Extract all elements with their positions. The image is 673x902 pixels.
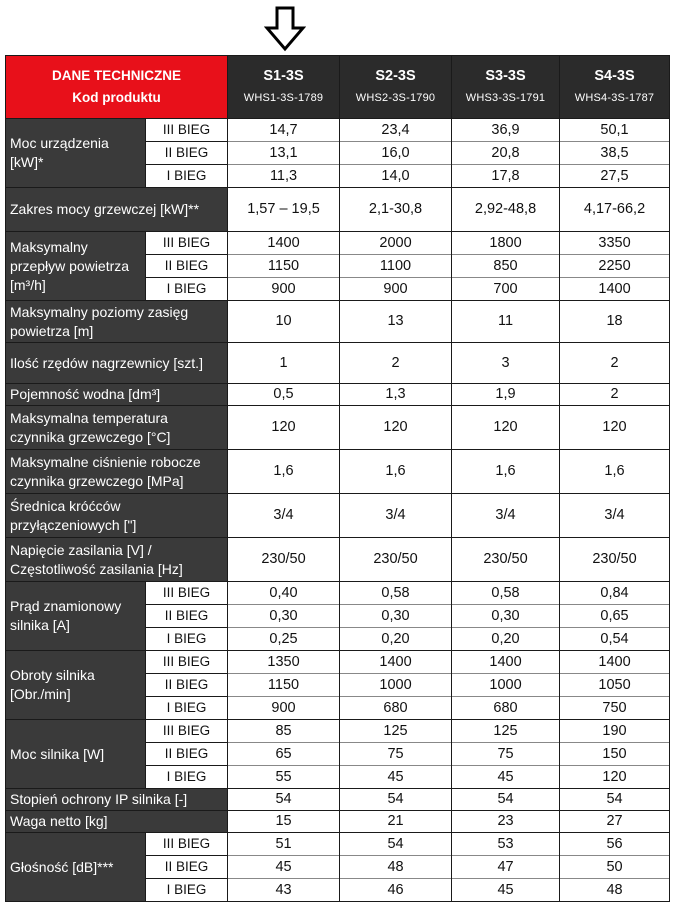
value-cell: 230/50 <box>340 538 452 582</box>
gear-label: I BIEG <box>166 769 207 784</box>
value-cell: 2,1-30,8 <box>340 188 452 232</box>
value-cell <box>228 720 340 789</box>
table-row <box>6 406 670 450</box>
value-cell: 3/4 <box>560 494 670 538</box>
value-cell: 13 <box>340 301 452 343</box>
model-name: S3-3S <box>485 68 526 84</box>
row-label: Maksymalny przepływ powietrza [m³/h] <box>6 232 146 301</box>
value-cell: 1,57 – 19,5 <box>228 188 340 232</box>
model-name: S1-3S <box>263 68 304 84</box>
gear-value: 1400 <box>379 654 412 670</box>
gear-value: 1800 <box>489 235 522 251</box>
row-label: Zakres mocy grzewczej [kW]** <box>6 188 228 232</box>
gear-label: I BIEG <box>166 281 207 296</box>
model-name: S2-3S <box>375 68 416 84</box>
header-title: DANE TECHNICZNE <box>52 68 182 83</box>
gear-value: 13,1 <box>228 141 339 165</box>
value-cell <box>560 833 670 902</box>
row-label: Maksymalne ciśnienie robocze czynnika grzewczego [MPa] <box>6 450 228 494</box>
value-cell: 2,92-48,8 <box>452 188 560 232</box>
gear-value: 14,0 <box>381 168 410 184</box>
table-row <box>6 494 670 538</box>
row-label: Maksymalny poziomy zasięg powietrza [m] <box>6 301 228 343</box>
row-label: Napięcie zasilania [V] / Częstotliwość zasilania [Hz] <box>6 538 228 582</box>
value-cell: 21 <box>340 811 452 833</box>
value-cell: 11 <box>452 301 560 343</box>
value-cell: 1,6 <box>228 450 340 494</box>
gear-value: 2000 <box>379 235 412 251</box>
value-cell <box>560 232 670 301</box>
value-cell: 54 <box>340 789 452 811</box>
gear-value: 0,20 <box>491 631 520 647</box>
model-code: WHS2-3S-1790 <box>355 92 436 104</box>
gear-label: II BIEG <box>146 855 227 879</box>
value-cell: 2 <box>560 384 670 406</box>
gear-value: 14,7 <box>269 122 298 138</box>
gear-value: 45 <box>497 882 514 898</box>
value-cell: 120 <box>560 406 670 450</box>
gear-value: 20,8 <box>452 141 559 165</box>
value-cell: 23 <box>452 811 560 833</box>
gear-value: 11,3 <box>269 168 298 184</box>
gear-value: 1400 <box>598 654 631 670</box>
gear-value: 16,0 <box>340 141 451 165</box>
gear-value: 1150 <box>228 254 339 278</box>
table-header-row <box>6 56 670 119</box>
gear-labels <box>146 119 228 188</box>
gear-value: 48 <box>340 855 451 879</box>
value-cell: 1 <box>228 343 340 384</box>
gear-value: 75 <box>340 742 451 766</box>
gear-value: 47 <box>452 855 559 879</box>
gear-value: 0,54 <box>600 631 629 647</box>
gear-value: 54 <box>387 836 404 852</box>
gear-value: 48 <box>606 882 623 898</box>
gear-value: 51 <box>275 836 292 852</box>
gear-value: 1050 <box>560 673 669 697</box>
gear-value: 0,20 <box>381 631 410 647</box>
gear-value: 0,65 <box>560 604 669 628</box>
value-cell <box>452 651 560 720</box>
value-cell <box>560 651 670 720</box>
gear-value: 850 <box>452 254 559 278</box>
value-cell: 4,17-66,2 <box>560 188 670 232</box>
table-row <box>6 538 670 582</box>
gear-label: I BIEG <box>166 168 207 183</box>
gear-value: 120 <box>602 769 627 785</box>
value-cell: 230/50 <box>452 538 560 582</box>
value-cell <box>228 651 340 720</box>
value-cell <box>228 232 340 301</box>
model-header-4 <box>560 56 670 119</box>
gear-value: 45 <box>387 769 404 785</box>
value-cell: 230/50 <box>228 538 340 582</box>
value-cell <box>452 119 560 188</box>
down-arrow-icon <box>264 6 306 52</box>
gear-value: 0,30 <box>228 604 339 628</box>
gear-value: 0,84 <box>600 585 629 601</box>
table-row <box>6 384 670 406</box>
gear-value: 1400 <box>489 654 522 670</box>
gear-value: 190 <box>602 723 627 739</box>
gear-value: 38,5 <box>560 141 669 165</box>
value-cell: 10 <box>228 301 340 343</box>
value-cell: 120 <box>452 406 560 450</box>
value-cell <box>452 833 560 902</box>
value-cell: 1,6 <box>560 450 670 494</box>
gear-value: 1400 <box>598 281 631 297</box>
model-header-3 <box>452 56 560 119</box>
value-cell <box>340 833 452 902</box>
gear-value: 125 <box>493 723 518 739</box>
gear-label: I BIEG <box>166 882 207 897</box>
row-label: Stopień ochrony IP silnika [-] <box>6 789 228 811</box>
gear-value: 50 <box>560 855 669 879</box>
gear-value: 900 <box>271 281 296 297</box>
row-label: Maksymalna temperatura czynnika grzewczego [°C] <box>6 406 228 450</box>
gear-label: III BIEG <box>162 836 211 851</box>
gear-value: 85 <box>275 723 292 739</box>
value-cell <box>452 232 560 301</box>
gear-label: I BIEG <box>166 700 207 715</box>
gear-value: 17,8 <box>491 168 520 184</box>
model-code: WHS1-3S-1789 <box>243 92 324 104</box>
gear-label: III BIEG <box>162 122 211 137</box>
value-cell: 54 <box>452 789 560 811</box>
value-cell: 3/4 <box>452 494 560 538</box>
gear-labels <box>146 582 228 651</box>
value-cell: 1,3 <box>340 384 452 406</box>
value-cell: 2 <box>560 343 670 384</box>
gear-value: 46 <box>387 882 404 898</box>
value-cell <box>560 720 670 789</box>
gear-value: 0,30 <box>452 604 559 628</box>
table-row <box>6 450 670 494</box>
gear-value: 680 <box>493 700 518 716</box>
gear-label: III BIEG <box>162 723 211 738</box>
gear-label: II BIEG <box>146 141 227 165</box>
technical-data-table <box>5 55 670 902</box>
gear-labels <box>146 651 228 720</box>
value-cell <box>228 119 340 188</box>
gear-value: 55 <box>275 769 292 785</box>
value-cell: 1,6 <box>340 450 452 494</box>
gear-value: 45 <box>497 769 514 785</box>
gear-value: 125 <box>383 723 408 739</box>
value-cell <box>340 232 452 301</box>
gear-label: II BIEG <box>146 742 227 766</box>
value-cell: 15 <box>228 811 340 833</box>
header-title-cell <box>6 56 228 119</box>
gear-value: 0,58 <box>381 585 410 601</box>
gear-value: 45 <box>228 855 339 879</box>
value-cell: 120 <box>228 406 340 450</box>
gear-value: 50,1 <box>600 122 629 138</box>
header-subtitle: Kod produktu <box>72 90 161 105</box>
gear-value: 3350 <box>598 235 631 251</box>
gear-value: 43 <box>275 882 292 898</box>
gear-labels <box>146 232 228 301</box>
row-label: Średnica króćców przyłączeniowych ["] <box>6 494 228 538</box>
table-row <box>6 343 670 384</box>
gear-label: III BIEG <box>162 585 211 600</box>
gear-value: 750 <box>602 700 627 716</box>
model-code: WHS3-3S-1791 <box>465 92 546 104</box>
table-row <box>6 720 670 789</box>
row-label: Obroty silnika [Obr./min] <box>6 651 146 720</box>
value-cell <box>452 720 560 789</box>
value-cell <box>340 119 452 188</box>
gear-value: 680 <box>383 700 408 716</box>
value-cell <box>340 651 452 720</box>
value-cell: 1,6 <box>452 450 560 494</box>
table-row <box>6 811 670 833</box>
row-label: Głośność [dB]*** <box>6 833 146 902</box>
value-cell: 1,9 <box>452 384 560 406</box>
gear-value: 0,30 <box>340 604 451 628</box>
model-header-2 <box>340 56 452 119</box>
gear-label: II BIEG <box>146 604 227 628</box>
value-cell <box>340 720 452 789</box>
value-cell <box>340 582 452 651</box>
row-label: Moc silnika [W] <box>6 720 146 789</box>
gear-value: 36,9 <box>491 122 520 138</box>
table-row <box>6 301 670 343</box>
gear-value: 75 <box>452 742 559 766</box>
gear-value: 150 <box>560 742 669 766</box>
table-row <box>6 582 670 651</box>
gear-value: 1350 <box>267 654 300 670</box>
value-cell <box>560 582 670 651</box>
model-name: S4-3S <box>594 68 635 84</box>
gear-label: II BIEG <box>146 254 227 278</box>
gear-value: 1150 <box>228 673 339 697</box>
row-label: Ilość rzędów nagrzewnicy [szt.] <box>6 343 228 384</box>
table-row <box>6 651 670 720</box>
gear-value: 1000 <box>452 673 559 697</box>
table-row <box>6 789 670 811</box>
value-cell: 2 <box>340 343 452 384</box>
row-label: Pojemność wodna [dm³] <box>6 384 228 406</box>
gear-value: 900 <box>271 700 296 716</box>
gear-value: 2250 <box>560 254 669 278</box>
gear-label: I BIEG <box>166 631 207 646</box>
table-row <box>6 833 670 902</box>
gear-label: III BIEG <box>162 654 211 669</box>
row-label: Prąd znamionowy silnika [A] <box>6 582 146 651</box>
value-cell <box>452 582 560 651</box>
value-cell: 3/4 <box>340 494 452 538</box>
gear-value: 27,5 <box>600 168 629 184</box>
gear-value: 1400 <box>267 235 300 251</box>
table-row <box>6 119 670 188</box>
value-cell: 0,5 <box>228 384 340 406</box>
row-label: Moc urządzenia [kW]* <box>6 119 146 188</box>
gear-value: 56 <box>606 836 623 852</box>
gear-label: III BIEG <box>162 235 211 250</box>
value-cell: 18 <box>560 301 670 343</box>
value-cell <box>560 119 670 188</box>
value-cell: 120 <box>340 406 452 450</box>
value-cell: 54 <box>228 789 340 811</box>
value-cell: 230/50 <box>560 538 670 582</box>
gear-value: 900 <box>383 281 408 297</box>
row-label: Waga netto [kg] <box>6 811 228 833</box>
model-code: WHS4-3S-1787 <box>574 92 655 104</box>
value-cell: 27 <box>560 811 670 833</box>
gear-value: 1100 <box>340 254 451 278</box>
gear-value: 53 <box>497 836 514 852</box>
gear-value: 65 <box>228 742 339 766</box>
table-row <box>6 232 670 301</box>
gear-value: 0,40 <box>269 585 298 601</box>
table-row <box>6 188 670 232</box>
value-cell: 3/4 <box>228 494 340 538</box>
model-header-1 <box>228 56 340 119</box>
gear-value: 1000 <box>340 673 451 697</box>
value-cell <box>228 582 340 651</box>
gear-value: 23,4 <box>381 122 410 138</box>
gear-value: 700 <box>493 281 518 297</box>
value-cell: 54 <box>560 789 670 811</box>
gear-labels <box>146 720 228 789</box>
gear-labels <box>146 833 228 902</box>
gear-label: II BIEG <box>146 673 227 697</box>
value-cell <box>228 833 340 902</box>
gear-value: 0,58 <box>491 585 520 601</box>
gear-value: 0,25 <box>269 631 298 647</box>
value-cell: 3 <box>452 343 560 384</box>
